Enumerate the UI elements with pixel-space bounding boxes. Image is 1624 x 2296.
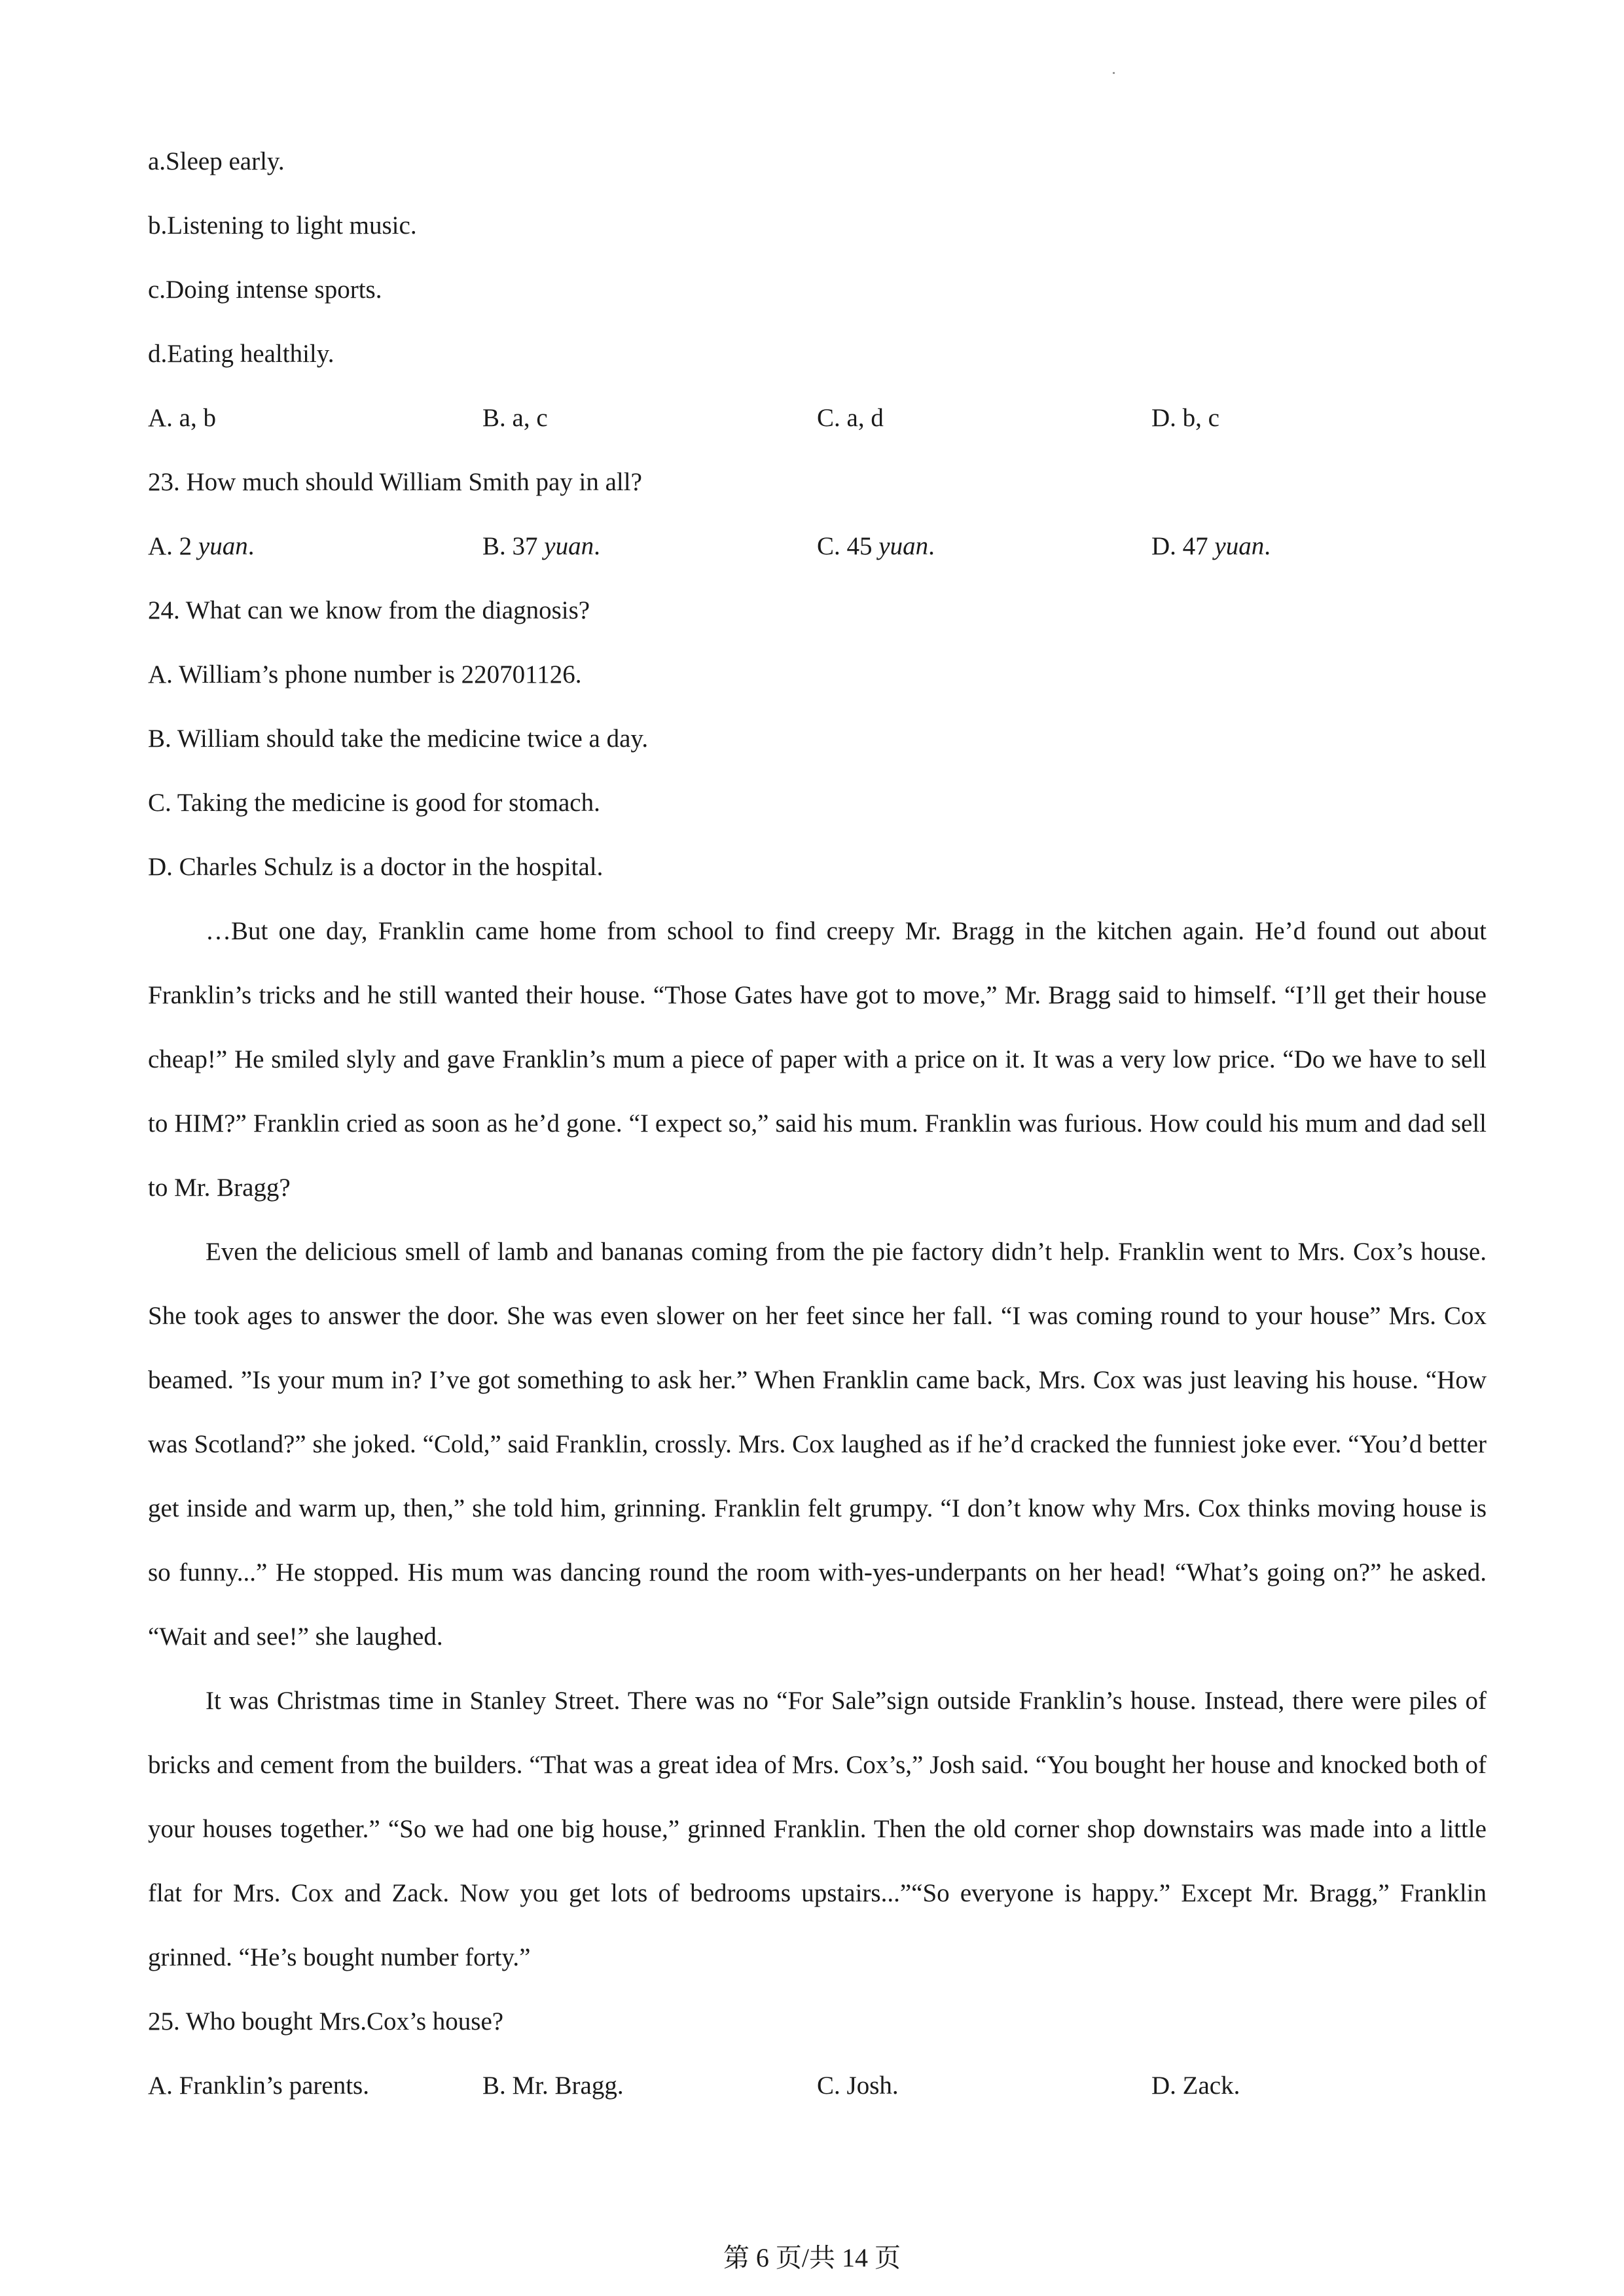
q23-option-b-unit: yuan — [544, 532, 594, 560]
q23-option-d-period: . — [1264, 532, 1271, 560]
q23-option-c-unit: yuan — [878, 532, 929, 560]
page-footer: 第 6 页/共 14 页 — [723, 2243, 901, 2272]
q23-option-a-unit: yuan — [198, 532, 248, 560]
q23-option-a-text: A. 2 — [148, 532, 198, 560]
q23-option-d[interactable] — [1151, 514, 1486, 579]
q24-stem: 24. What can we know from the diagnosis? — [148, 596, 590, 624]
q22-option-a[interactable]: A. a, b — [148, 404, 216, 432]
q23-option-c-period: . — [928, 532, 935, 560]
q25-option-b[interactable]: B. Mr. Bragg. — [482, 2072, 624, 2100]
list-item-c: c.Doing intense sports. — [148, 276, 382, 304]
q22-options — [148, 386, 1487, 450]
q24-option-b[interactable]: B. William should take the medicine twice a day. — [148, 725, 649, 753]
passage-paragraph-2: Even the delicious smell of lamb and bananas coming from the pie factory didn’t help. Franklin went to Mrs. Cox’s house. She took ages to answer the door. She was even slower on her feet since her fall. “I was coming round to your house” Mrs. Cox beamed. ”Is your mum in? I’ve got something to ask her.” When Franklin came back, Mrs. Cox was just leaving his house. “How was Scotland?” she joked. “Cold,” said Franklin, crossly. Mrs. Cox laughed as if he’d cracked the funniest joke ever. “You’d better get inside and warm up, then,” she told him, grinning. Franklin felt grumpy. “I don’t know why Mrs. Cox thinks moving house is so funny...” He stopped. His mum was dancing round the room with-yes-underpants on her head! “What’s going on?” he asked. “Wait and see!” she laughed. — [148, 1238, 1487, 1651]
q23-option-d-text: D. 47 — [1151, 532, 1215, 560]
q24-option-c[interactable]: C. Taking the medicine is good for stomach. — [148, 789, 600, 817]
list-item-a: a.Sleep early. — [148, 147, 285, 175]
q25-option-d[interactable]: D. Zack. — [1151, 2072, 1240, 2100]
q24-option-a[interactable]: A. William’s phone number is 220701126. — [148, 660, 582, 689]
q23-option-d-unit: yuan — [1214, 532, 1265, 560]
q23-option-b[interactable] — [482, 514, 817, 579]
scan-speck — [1113, 72, 1115, 74]
q23-option-c[interactable] — [817, 514, 1151, 579]
passage-paragraph-3: It was Christmas time in Stanley Street. There was no “For Sale”sign outside Franklin’s house. Instead, there were piles of bricks and cement from the builders. “That was a great idea of Mrs. Cox’s,” Josh said. “You bought her house and knocked both of your houses together.” “So we had one big house,” grinned Franklin. Then the old corner shop downstairs was made into a little flat for Mrs. Cox and Zack. Now you get lots of bedrooms upstairs...”“So everyone is happy.” Except Mr. Bragg,” Franklin grinned. “He’s bought number forty.” — [148, 1687, 1487, 1971]
q23-option-a[interactable] — [148, 514, 482, 579]
q23-option-c-text: C. 45 — [817, 532, 879, 560]
q22-option-b[interactable]: B. a, c — [482, 404, 548, 432]
passage-paragraph-1: …But one day, Franklin came home from school to find creepy Mr. Bragg in the kitchen again. He’d found out about Franklin’s tricks and he still wanted their house. “Those Gates have got to move,” Mr. Bragg said to himself. “I’ll get their house cheap!” He smiled slyly and gave Franklin’s mum a piece of paper with a price on it. It was a very low price. “Do we have to sell to HIM?” Franklin cried as soon as he’d gone. “I expect so,” said his mum. Franklin was furious. How could his mum and dad sell to Mr. Bragg? — [148, 917, 1487, 1202]
list-item-b: b.Listening to light music. — [148, 211, 417, 240]
q22-option-c[interactable]: C. a, d — [817, 404, 884, 432]
q23-option-a-period: . — [247, 532, 255, 560]
q24-option-d[interactable]: D. Charles Schulz is a doctor in the hospital. — [148, 853, 604, 881]
q23-stem: 23. How much should William Smith pay in all? — [148, 468, 642, 496]
q23-option-b-period: . — [594, 532, 600, 560]
q22-option-d[interactable]: D. b, c — [1151, 404, 1219, 432]
q25-options — [148, 2054, 1487, 2118]
q23-options — [148, 514, 1487, 579]
list-item-d: d.Eating healthily. — [148, 340, 334, 368]
q25-option-c[interactable]: C. Josh. — [817, 2072, 899, 2100]
q25-stem: 25. Who bought Mrs.Cox’s house? — [148, 2007, 504, 2036]
exam-page — [148, 130, 1487, 2118]
q25-option-a[interactable]: A. Franklin’s parents. — [148, 2072, 369, 2100]
q23-option-b-text: B. 37 — [482, 532, 545, 560]
